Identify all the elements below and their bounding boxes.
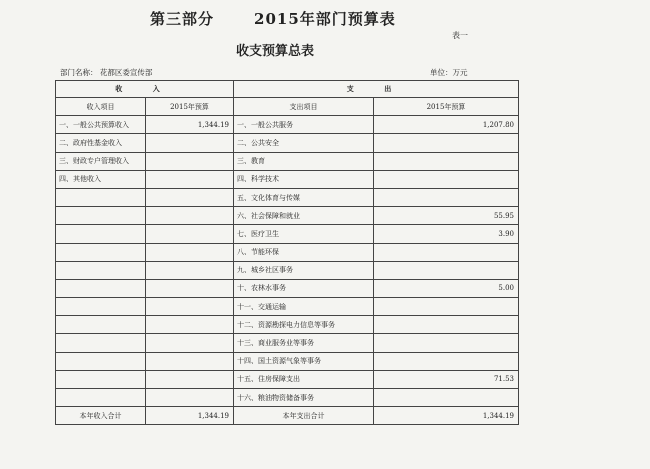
expense-item-cell: 一、一般公共服务 <box>234 116 374 134</box>
table-row <box>56 152 519 170</box>
table-row <box>56 352 519 370</box>
table-number: 表一 <box>452 31 468 40</box>
section-header-row <box>56 81 519 98</box>
table-row <box>56 261 519 279</box>
income-value-cell <box>146 225 234 243</box>
income-value-cell <box>146 352 234 370</box>
expense-total-label: 本年支出合计 <box>234 407 374 425</box>
income-item-cell <box>56 352 146 370</box>
expense-value-cell: 1,207.80 <box>374 116 519 134</box>
expense-budget-header: 2015年预算 <box>374 98 519 116</box>
unit-label: 单位：万元 <box>430 68 468 77</box>
expense-item-header: 支出项目 <box>234 98 374 116</box>
expense-item-cell: 八、节能环保 <box>234 243 374 261</box>
expense-value-cell <box>374 334 519 352</box>
income-item-cell <box>56 334 146 352</box>
table-row <box>56 207 519 225</box>
department-name: 部门名称： 花都区委宣传部 <box>60 68 153 77</box>
income-item-cell <box>56 207 146 225</box>
table-row <box>56 334 519 352</box>
expense-item-cell: 三、教育 <box>234 152 374 170</box>
income-value-cell <box>146 170 234 188</box>
total-row <box>56 407 519 425</box>
expense-value-cell: 55.95 <box>374 207 519 225</box>
expense-item-cell: 二、公共安全 <box>234 134 374 152</box>
income-value-cell <box>146 152 234 170</box>
expense-value-cell <box>374 152 519 170</box>
expense-item-cell: 四、科学技术 <box>234 170 374 188</box>
income-value-cell <box>146 134 234 152</box>
expense-section-header: 支 出 <box>234 81 519 98</box>
expense-item-cell: 十六、粮油物资储备事务 <box>234 389 374 407</box>
expense-item-cell: 十五、住房保障支出 <box>234 370 374 388</box>
column-header-row <box>56 98 519 116</box>
income-item-cell <box>56 298 146 316</box>
document-title <box>150 8 396 29</box>
income-item-cell <box>56 316 146 334</box>
income-item-cell <box>56 261 146 279</box>
income-value-cell: 1,344.19 <box>146 116 234 134</box>
income-value-cell <box>146 389 234 407</box>
income-value-cell <box>146 243 234 261</box>
expense-item-cell: 十三、商业服务业等事务 <box>234 334 374 352</box>
table-row <box>56 316 519 334</box>
expense-item-cell: 七、医疗卫生 <box>234 225 374 243</box>
income-value-cell <box>146 334 234 352</box>
table-row <box>56 225 519 243</box>
expense-value-cell <box>374 261 519 279</box>
income-budget-header: 2015年预算 <box>146 98 234 116</box>
income-item-cell: 四、其他收入 <box>56 170 146 188</box>
table-row <box>56 134 519 152</box>
expense-item-cell: 十、农林水事务 <box>234 279 374 297</box>
income-item-cell <box>56 279 146 297</box>
table-row <box>56 279 519 297</box>
income-total-value: 1,344.19 <box>146 407 234 425</box>
income-item-cell <box>56 370 146 388</box>
income-value-cell <box>146 207 234 225</box>
table-row <box>56 170 519 188</box>
income-item-cell <box>56 389 146 407</box>
expense-value-cell <box>374 243 519 261</box>
income-value-cell <box>146 298 234 316</box>
expense-value-cell: 71.53 <box>374 370 519 388</box>
table-row <box>56 116 519 134</box>
expense-value-cell: 5.00 <box>374 279 519 297</box>
income-total-label: 本年收入合计 <box>56 407 146 425</box>
expense-value-cell <box>374 298 519 316</box>
income-item-cell <box>56 225 146 243</box>
income-item-cell <box>56 243 146 261</box>
table-subtitle: 收支预算总表 <box>236 44 315 59</box>
income-item-header: 收入项目 <box>56 98 146 116</box>
income-section-header: 收 入 <box>56 81 234 98</box>
income-item-cell <box>56 188 146 206</box>
expense-value-cell: 3.90 <box>374 225 519 243</box>
income-item-cell: 二、政府性基金收入 <box>56 134 146 152</box>
income-item-cell: 一、一般公共预算收入 <box>56 116 146 134</box>
income-value-cell <box>146 370 234 388</box>
expense-value-cell <box>374 389 519 407</box>
table-row <box>56 298 519 316</box>
expense-item-cell: 十一、交通运输 <box>234 298 374 316</box>
table-row <box>56 188 519 206</box>
income-value-cell <box>146 316 234 334</box>
budget-table <box>55 80 519 425</box>
expense-value-cell <box>374 170 519 188</box>
expense-total-value: 1,344.19 <box>374 407 519 425</box>
expense-value-cell <box>374 134 519 152</box>
expense-value-cell <box>374 188 519 206</box>
expense-item-cell: 五、文化体育与传媒 <box>234 188 374 206</box>
title-text: 2015年部门预算表 <box>254 10 396 28</box>
table-row <box>56 370 519 388</box>
expense-item-cell: 九、城乡社区事务 <box>234 261 374 279</box>
expense-item-cell: 六、社会保障和就业 <box>234 207 374 225</box>
expense-item-cell: 十二、资源勘探电力信息等事务 <box>234 316 374 334</box>
income-value-cell <box>146 188 234 206</box>
expense-item-cell: 十四、国土资源气象等事务 <box>234 352 374 370</box>
table-row <box>56 243 519 261</box>
income-value-cell <box>146 279 234 297</box>
income-item-cell: 三、财政专户管理收入 <box>56 152 146 170</box>
part-label: 第三部分 <box>150 10 215 28</box>
income-value-cell <box>146 261 234 279</box>
expense-value-cell <box>374 352 519 370</box>
table-row <box>56 389 519 407</box>
expense-value-cell <box>374 316 519 334</box>
